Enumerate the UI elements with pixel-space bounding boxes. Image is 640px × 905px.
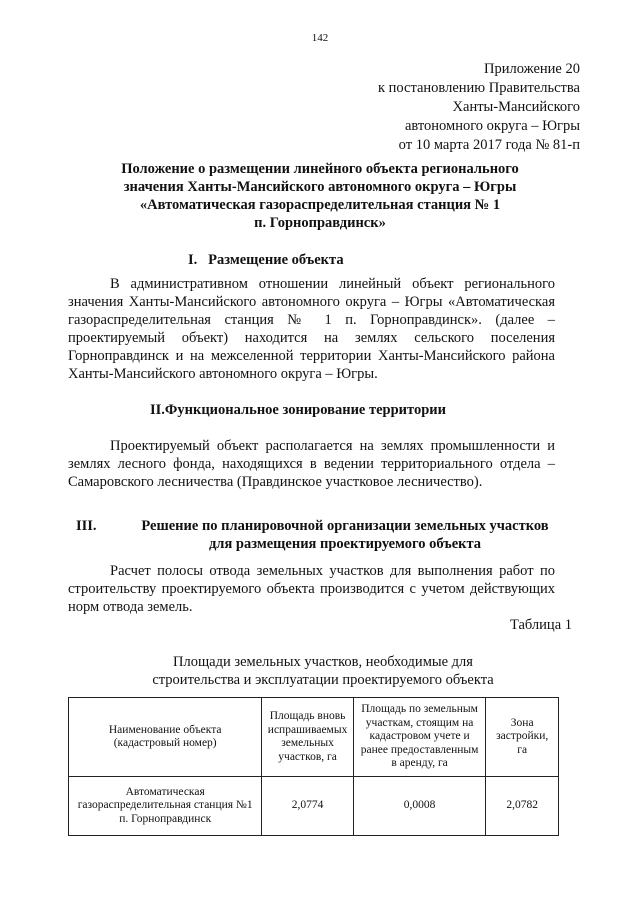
- appendix-line: от 10 марта 2017 года № 81-п: [398, 137, 580, 153]
- table-caption: [68, 653, 578, 689]
- section-3-text: Расчет полосы отвода земельных участков для выполнения работ по строительству проектируемого объекта производится с учетом действующих норм отвода земель.: [68, 563, 555, 615]
- section-2-heading: II.Функциональное зонирование территории: [150, 402, 446, 418]
- table-label: Таблица 1: [509, 617, 572, 633]
- appendix-line: к постановлению Правительства: [378, 80, 580, 96]
- appendix-line: Ханты-Мансийского: [452, 99, 580, 115]
- section-1-text: В административном отношении линейный объект регионального значения Ханты-Мансийского автономного округа – Югры «Автоматическая газораспределительная станция № 1 п. Горноправдинск». (далее – проектируемый объект) находится на землях сельского поселения Горноправдинск и на межселенной территории Ханты-Мансийского района Ханты-Мансийского автономного округа – Югры.: [68, 276, 555, 382]
- title-line: «Автоматическая газораспределительная станция № 1: [139, 197, 501, 213]
- caption-line: строительства и эксплуатации проектируемого объекта: [152, 672, 494, 688]
- header-cell: Площадь вновь испрашиваемых земельных участков, га: [262, 698, 353, 777]
- appendix-line: Приложение 20: [484, 61, 580, 77]
- heading-line: для размещения проектируемого объекта: [208, 536, 482, 552]
- land-area-table: [68, 697, 559, 836]
- appendix-block: [378, 60, 580, 155]
- appendix-line: автономного округа – Югры: [404, 118, 580, 134]
- object-name-cell: Автоматическая газораспределительная станция №1 п. Горноправдинск: [69, 777, 262, 836]
- table-header-row: [69, 698, 559, 777]
- value-cell: 2,0782: [486, 777, 559, 836]
- header-cell: Наименование объекта (кадастровый номер): [69, 698, 262, 777]
- title-line: Положение о размещении линейного объекта регионального: [121, 161, 519, 177]
- header-cell: Зона застройки, га: [486, 698, 559, 777]
- table-row: [69, 777, 559, 836]
- title-line: значения Ханты-Мансийского автономного округа – Югры: [123, 179, 517, 195]
- section-2-text: Проектируемый объект располагается на землях промышленности и землях лесного фонда, находящихся в ведении территориального отдела – Самаровского лесничества (Правдинское участковое лесничество).: [68, 438, 555, 490]
- value-cell: 2,0774: [262, 777, 353, 836]
- section-3-number: III.: [76, 518, 97, 534]
- section-3-heading: [120, 517, 570, 553]
- page-number: 142: [311, 32, 329, 44]
- value-cell: 0,0008: [353, 777, 486, 836]
- heading-line: Решение по планировочной организации земельных участков: [141, 518, 549, 534]
- caption-line: Площади земельных участков, необходимые для: [173, 654, 473, 670]
- title-line: п. Горноправдинск»: [254, 215, 386, 231]
- section-1-heading: I. Размещение объекта: [188, 252, 344, 268]
- document-title: [60, 160, 580, 232]
- header-cell: Площадь по земельным участкам, стоящим на кадастровом учете и ранее предоставленным в аренду, га: [353, 698, 486, 777]
